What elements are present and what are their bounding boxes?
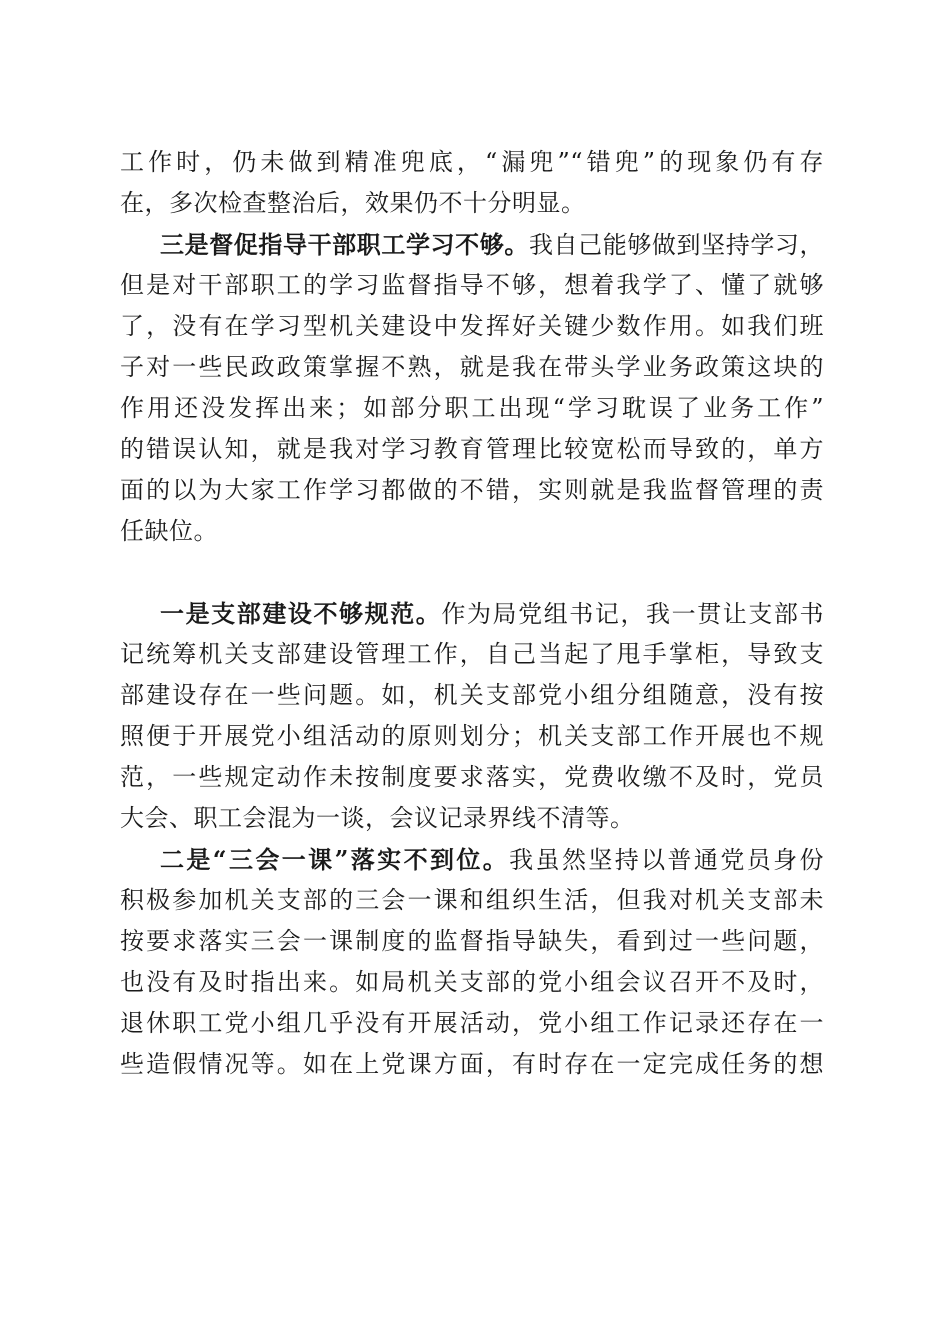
text-run: 我虽然坚持以普通党员身份	[509, 846, 825, 874]
text-line: 积极参加机关支部的三会一课和组织生活，但我对机关支部未	[120, 886, 824, 914]
paragraph-first-line	[120, 593, 824, 634]
text-line: 记统筹机关支部建设管理工作，自己当起了甩手掌柜，导致支	[120, 640, 824, 668]
text-line: 了，没有在学习型机关建设中发挥好关键少数作用。如我们班	[120, 312, 824, 340]
text-line: 些造假情况等。如在上党课方面，有时存在一定完成任务的想	[120, 1050, 824, 1078]
text-line: 作用还没发挥出来；如部分职工出现“学习耽误了业务工作”	[120, 394, 824, 422]
paragraph-lead: 二是“三会一课”落实不到位。	[160, 845, 510, 874]
text-run: 我自己能够做到坚持学习，	[528, 231, 825, 259]
text-line: 也没有及时指出来。如局机关支部的党小组会议召开不及时，	[120, 968, 824, 996]
paragraph-first-line	[120, 224, 824, 265]
text-line: 面的以为大家工作学习都做的不错，实则就是我监督管理的责	[120, 476, 824, 504]
text-line: 部建设存在一些问题。如，机关支部党小组分组随意，没有按	[120, 681, 824, 709]
text-line: 的错误认知，就是我对学习教育管理比较宽松而导致的，单方	[120, 435, 824, 463]
text-line: 工作时，仍未做到精准兜底，“漏兜”“错兜”的现象仍有存	[120, 148, 824, 176]
document-page	[120, 142, 824, 1085]
text-line: 但是对干部职工的学习监督指导不够，想着我学了、懂了就够	[120, 271, 824, 299]
text-line: 照便于开展党小组活动的原则划分；机关支部工作开展也不规	[120, 722, 824, 750]
text-run: 作为局党组书记，我一贯让支部书	[441, 600, 825, 628]
section-heading	[120, 552, 824, 593]
text-line: 任缺位。	[120, 517, 218, 545]
paragraph-first-line	[120, 839, 824, 880]
text-line: 大会、职工会混为一谈，会议记录界线不清等。	[120, 804, 635, 832]
text-line: 范，一些规定动作未按制度要求落实，党费收缴不及时，党员	[120, 763, 824, 791]
text-line: 子对一些民政政策掌握不熟，就是我在带头学业务政策这块的	[120, 353, 824, 381]
text-line: 按要求落实三会一课制度的监督指导缺失，看到过一些问题，	[120, 927, 824, 955]
paragraph-lead: 一是支部建设不够规范。	[160, 599, 442, 628]
paragraph-lead: 三是督促指导干部职工学习不够。	[160, 230, 529, 259]
text-line: 退休职工党小组几乎没有开展活动，党小组工作记录还存在一	[120, 1009, 824, 1037]
text-line: 在，多次检查整治后，效果仍不十分明显。	[120, 189, 586, 217]
